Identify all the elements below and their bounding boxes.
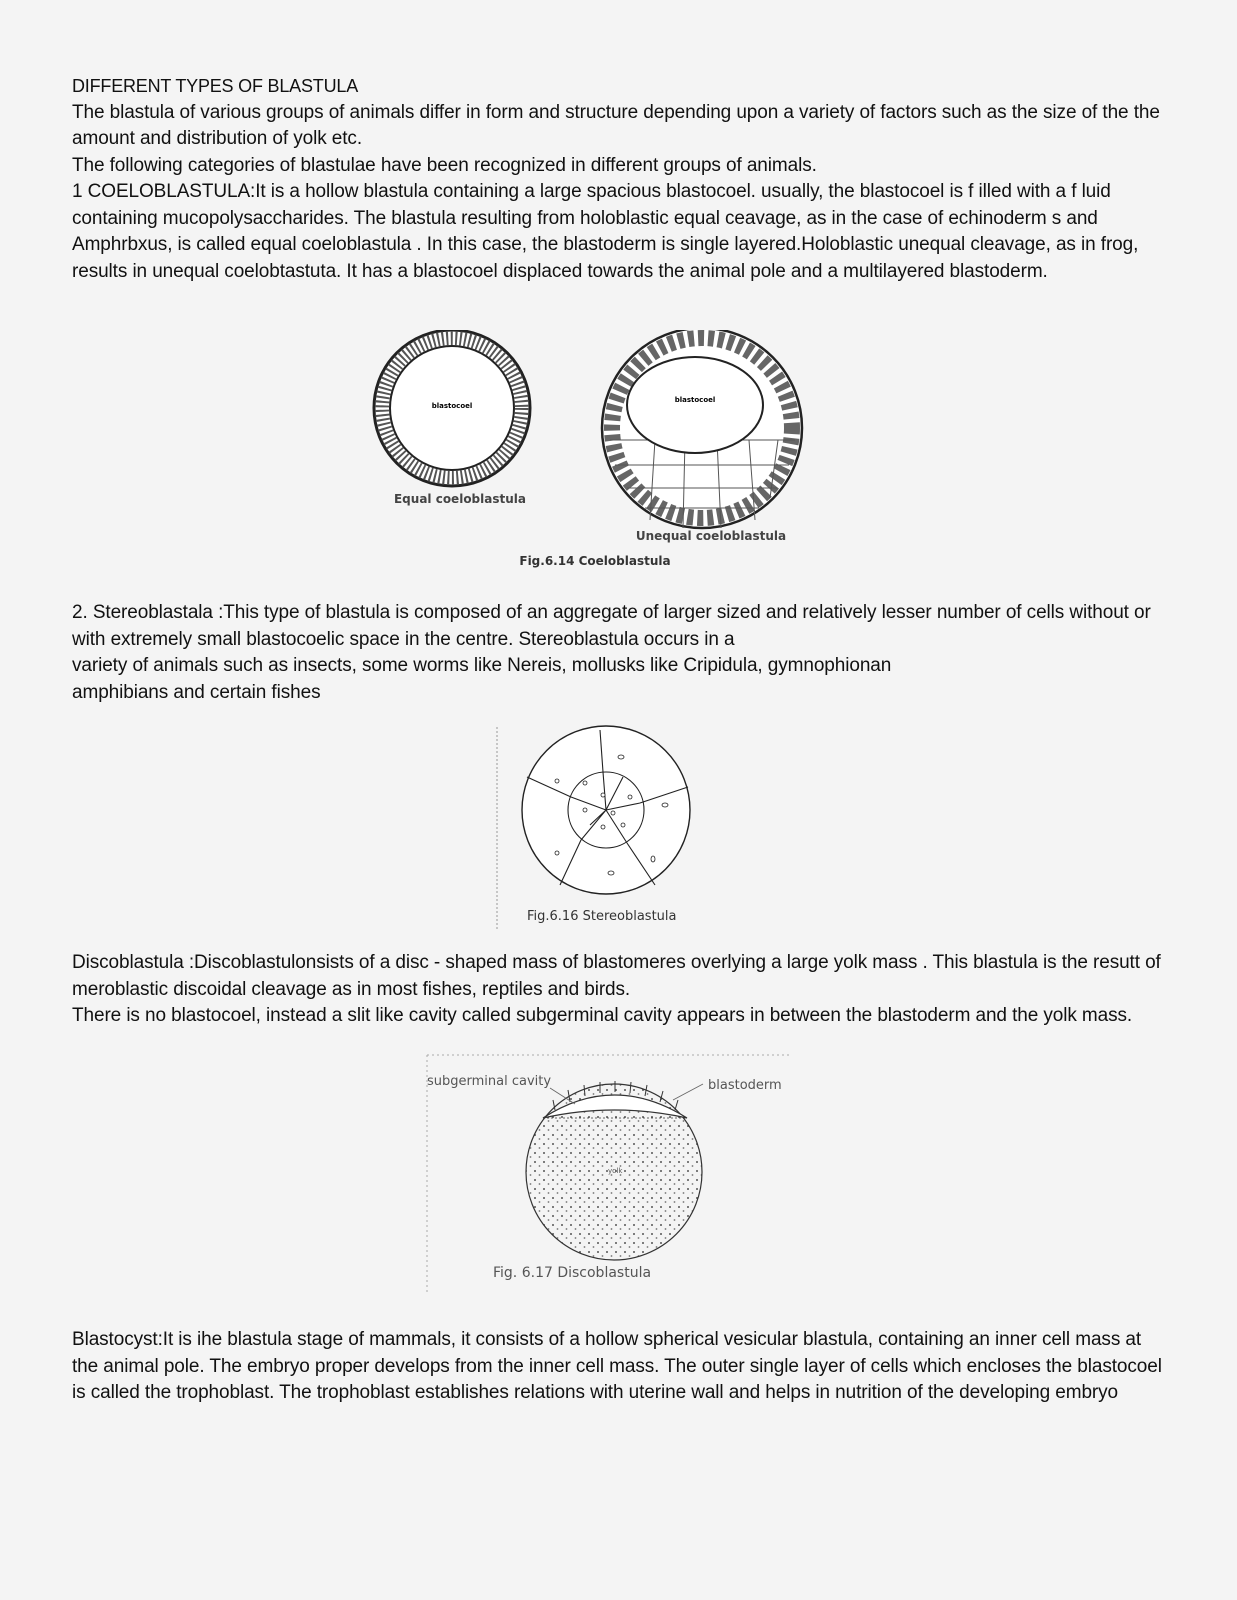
- section-stereoblastula: [72, 600, 1172, 706]
- page-heading: DIFFERENT TYPES OF BLASTULA: [72, 76, 359, 96]
- equal-blastocoel-label: blastocoel: [431, 402, 473, 410]
- discoblastula-drawing: [526, 1081, 703, 1260]
- subgerminal-paragraph: There is no blastocoel, instead a slit like cavity called subgerminal cavity appears in between the blastoderm and the yolk mass.: [72, 1005, 1133, 1026]
- discoblastula-paragraph: Discoblastula :Discoblastulonsists of a disc - shaped mass of blastomeres overlying a large yolk mass . This blastula is the resutt of meroblastic discoidal cleavage as in most fishes, reptiles and birds.: [72, 952, 1161, 1000]
- stereoblastula-drawing: [522, 726, 690, 894]
- stereoblastula-line-2: variety of animals such as insects, some worms like Nereis, mollusks like Cripidula, gymnophionan: [72, 655, 892, 676]
- figure-6-16-caption: Fig.6.16 Stereoblastula: [527, 909, 677, 924]
- yolk-label: yolk: [608, 1167, 623, 1175]
- figure-discoblastula: [425, 1052, 795, 1297]
- section-blastocyst: [72, 1327, 1172, 1407]
- blastocyst-paragraph: Blastocyst:It is ihe blastula stage of mammals, it consists of a hollow spherical vesicular blastula, containing an inner cell mass at the animal pole. The embryo proper develops from the inner cell mass. The outer single layer of cells which encloses the blastocoel is called the trophoblast. The trophoblast establishes relations with uterine wall and helps in nutrition of the developing embryo: [72, 1329, 1162, 1403]
- blastoderm-label: blastoderm: [708, 1078, 782, 1093]
- section-discoblastula: [72, 950, 1172, 1030]
- unequal-coeloblastula-caption: Unequal coeloblastula: [635, 529, 787, 543]
- unequal-blastocoel-label: blastocoel: [674, 396, 716, 404]
- section-coeloblastula: [72, 73, 1172, 285]
- equal-coeloblastula-drawing: [374, 330, 530, 506]
- figure-coeloblastula: [365, 330, 825, 580]
- equal-coeloblastula-caption: Equal coeloblastula: [393, 492, 527, 506]
- stereoblastula-line-3: amphibians and certain fishes: [72, 681, 321, 703]
- stereoblastula-line-1: 2. Stereoblastala :This type of blastula is composed of an aggregate of larger sized and relatively lesser number of cells without or with extremely small blastocoelic space in the centre. Stereoblastula occurs in a: [72, 602, 1151, 650]
- coeloblastula-paragraph: 1 COELOBLASTULA:It is a hollow blastula containing a large spacious blastocoel. usually, the blastocoel is f illed with a f luid containing mucopolysaccharides. The blastula resulting from holoblastic equal ceavage, as in the case of echinoderm s and Amphrbxus, is called equal coeloblastula . In this case, the blastoderm is single layered.Holoblastic unequal cleavage, as in frog, results in unequal coelobtastuta. It has a blastocoel displaced towards the animal pole and a multilayered blastoderm.: [72, 181, 1139, 282]
- figure-6-14-caption: Fig.6.14 Coeloblastula: [519, 554, 671, 568]
- subgerminal-cavity-label: subgerminal cavity: [427, 1074, 552, 1089]
- figure-6-17-caption: Fig. 6.17 Discoblastula: [493, 1265, 652, 1281]
- intro-paragraph: The blastula of various groups of animals differ in form and structure depending upon a variety of factors such as the size of the the amount and distribution of yolk etc.: [72, 101, 1160, 149]
- categories-paragraph: The following categories of blastulae have been recognized in different groups of animals.: [72, 154, 817, 176]
- unequal-coeloblastula-drawing: [602, 330, 802, 543]
- figure-stereoblastula: [495, 725, 725, 935]
